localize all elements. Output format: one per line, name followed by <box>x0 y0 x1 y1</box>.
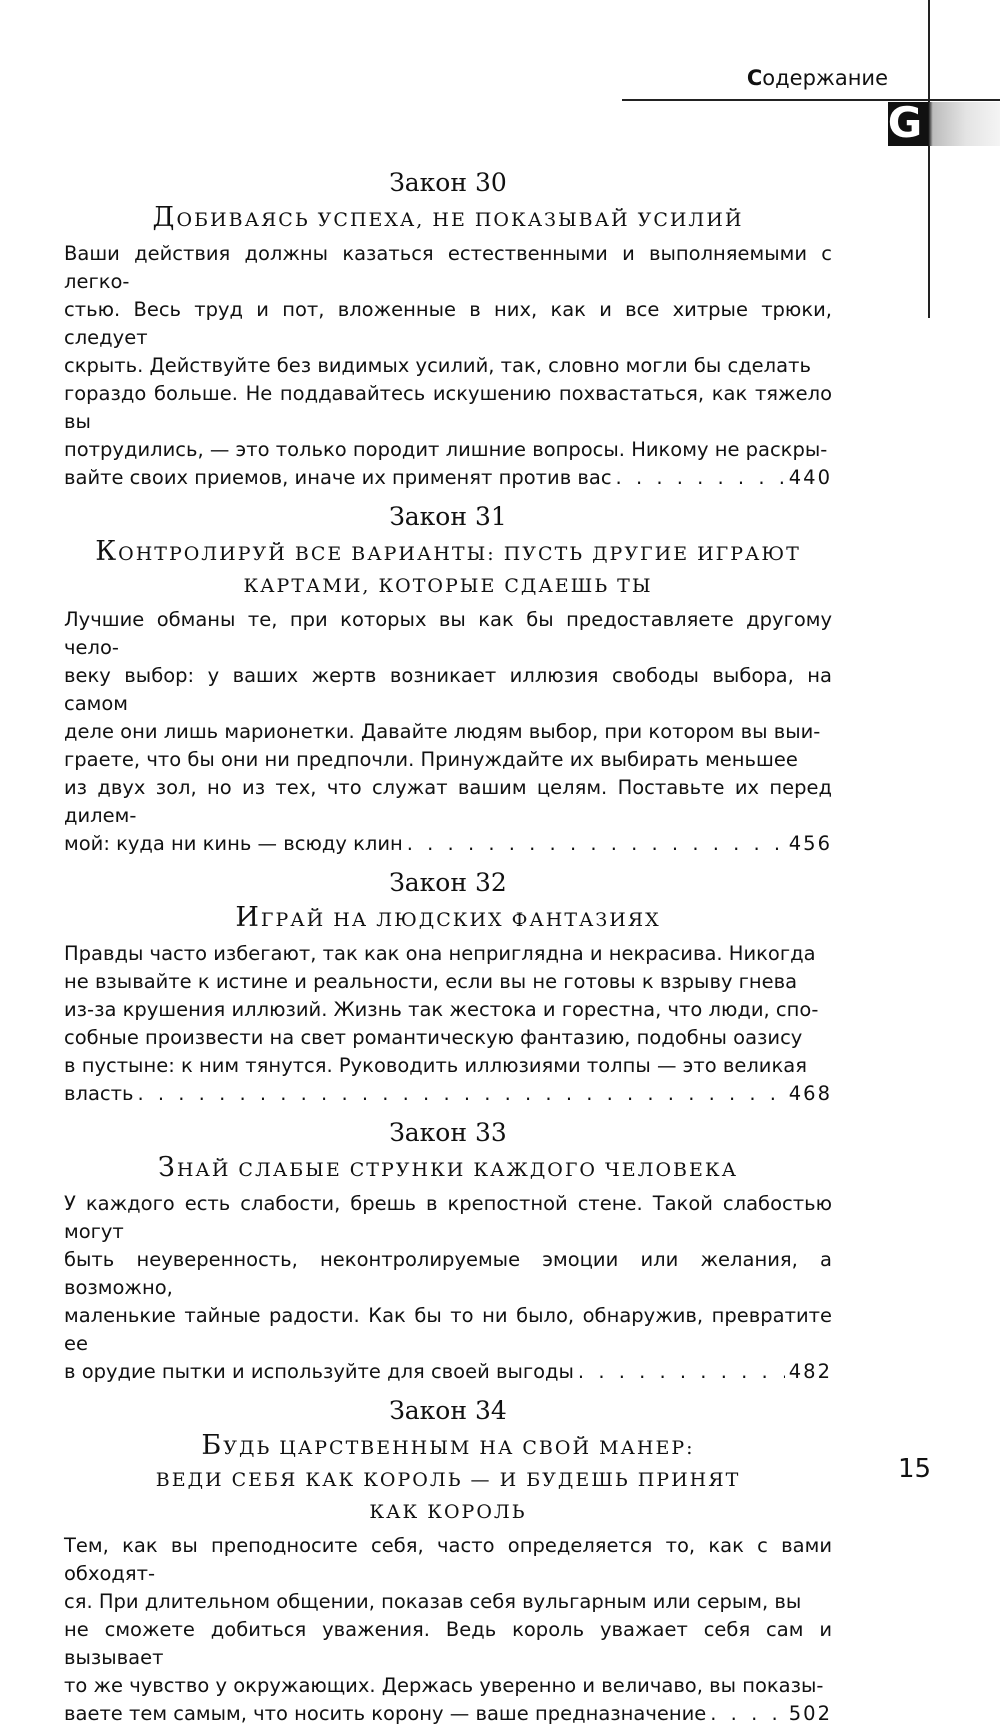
law-number: Закон 31 <box>389 502 507 531</box>
dot-leader <box>407 830 785 858</box>
toc-entry[interactable] <box>64 498 832 858</box>
law-summary: У каждого есть слабости, брешь в крепостной стене. Такой слабостью могут быть неуверенность, неконтролируемые эмоции или желания, а возможно, маленькие тайные радости. Как бы то ни было, обнаружив, превратите ее в орудие пытки и используйте для своей выгоды . . . 482 <box>64 1190 832 1386</box>
law-number: Закон 33 <box>389 1118 507 1147</box>
page-ref: 502 <box>788 1702 832 1725</box>
page-ref: 468 <box>788 1082 832 1105</box>
law-summary: Тем, как вы преподносите себя, часто определяется то, как с вами обходят- ся. При длительном общении, показав себя вульгарным или серым, вы не сможете добиться уважения. Ведь король уважает себя сам и вызывает то же чувство у окружающих. Держась уверенно и величаво, вы показы- ваете тем самым, что носить корону — ваше предназначение . . . 502 <box>64 1532 832 1728</box>
dot-leader <box>137 1080 784 1108</box>
law-title: ИГРАЙ НА ЛЮДСКИХ ФАНТАЗИЯХ <box>235 902 661 933</box>
margin-rule <box>928 0 930 318</box>
law-number: Закон 32 <box>389 868 507 897</box>
law-number: Закон 30 <box>389 168 507 197</box>
toc-entry[interactable] <box>64 1114 832 1386</box>
law-title: ДОБИВАЯСЬ УСПЕХА, НЕ ПОКАЗЫВАЙ УСИЛИЙ <box>152 202 744 233</box>
page-ref: 440 <box>788 466 832 489</box>
law-title: ЗНАЙ СЛАБЫЕ СТРУНКИ КАЖДОГО ЧЕЛОВЕКА <box>158 1152 738 1183</box>
dot-leader <box>710 1700 784 1728</box>
dot-leader <box>578 1358 785 1386</box>
law-summary: Лучшие обманы те, при которых вы как бы предоставляете другому чело- веку выбор: у ваших жертв возникает иллюзия свободы выбора, на самом деле они лишь марионетки. Давайте людям выбор, при котором вы выи- граете, что бы они ни предпочли. Принуждайте их выбирать меньшее из двух зол, но из тех, что служат вашим целям. Поставьте их перед дилем- мой: куда ни кинь — всюду клин . . . 456 <box>64 606 832 858</box>
header-rule <box>622 99 1000 101</box>
law-number: Закон 34 <box>389 1396 507 1425</box>
running-header <box>747 66 888 90</box>
page-ref: 456 <box>788 832 832 855</box>
toc-content <box>64 164 832 1734</box>
toc-entry[interactable] <box>64 164 832 492</box>
dot-leader <box>616 464 785 492</box>
page-ref: 482 <box>788 1360 832 1383</box>
running-header-rest: одержание <box>762 66 888 90</box>
toc-entry[interactable] <box>64 864 832 1108</box>
section-tab-letter: G <box>887 98 923 147</box>
law-summary: Правды часто избегают, так как она неприглядна и некрасива. Никогда не взывайте к истине и реальности, если вы не готовы к взрыву гнева из-за крушения иллюзий. Жизнь так жестока и горестна, что люди, спо- собные произвести на свет романтическую фантазию, подобны оазису в пустыне: к ним тянутся. Руководить иллюзиями толпы — это великая власть . . . 468 <box>64 940 832 1108</box>
running-header-initial: С <box>746 66 763 90</box>
page-number: 15 <box>898 1454 932 1484</box>
law-summary: Ваши действия должны казаться естественными и выполняемыми с легко- стью. Весь труд и пот, вложенные в них, как и все хитрые трюки, следует скрыть. Действуйте без видимых усилий, так, словно могли бы сделать гораздо больше. Не поддавайтесь искушению похвастаться, как тяжело вы потрудились, — это только породит лишние вопросы. Никому не раскры- вайте своих приемов, иначе их применят против вас . . . 440 <box>64 240 832 492</box>
law-title: КОНТРОЛИРУЙ ВСЕ ВАРИАНТЫ: ПУСТЬ ДРУГИЕ ИГРАЮТ КАРТАМИ, КОТОРЫЕ СДАЕШЬ ТЫ <box>95 536 801 597</box>
law-title: БУДЬ ЦАРСТВЕННЫМ НА СВОЙ МАНЕР: ВЕДИ СЕБЯ КАК КОРОЛЬ — И БУДЕШЬ ПРИНЯТ КАК КОРОЛЬ <box>155 1430 741 1523</box>
toc-entry[interactable] <box>64 1392 832 1728</box>
